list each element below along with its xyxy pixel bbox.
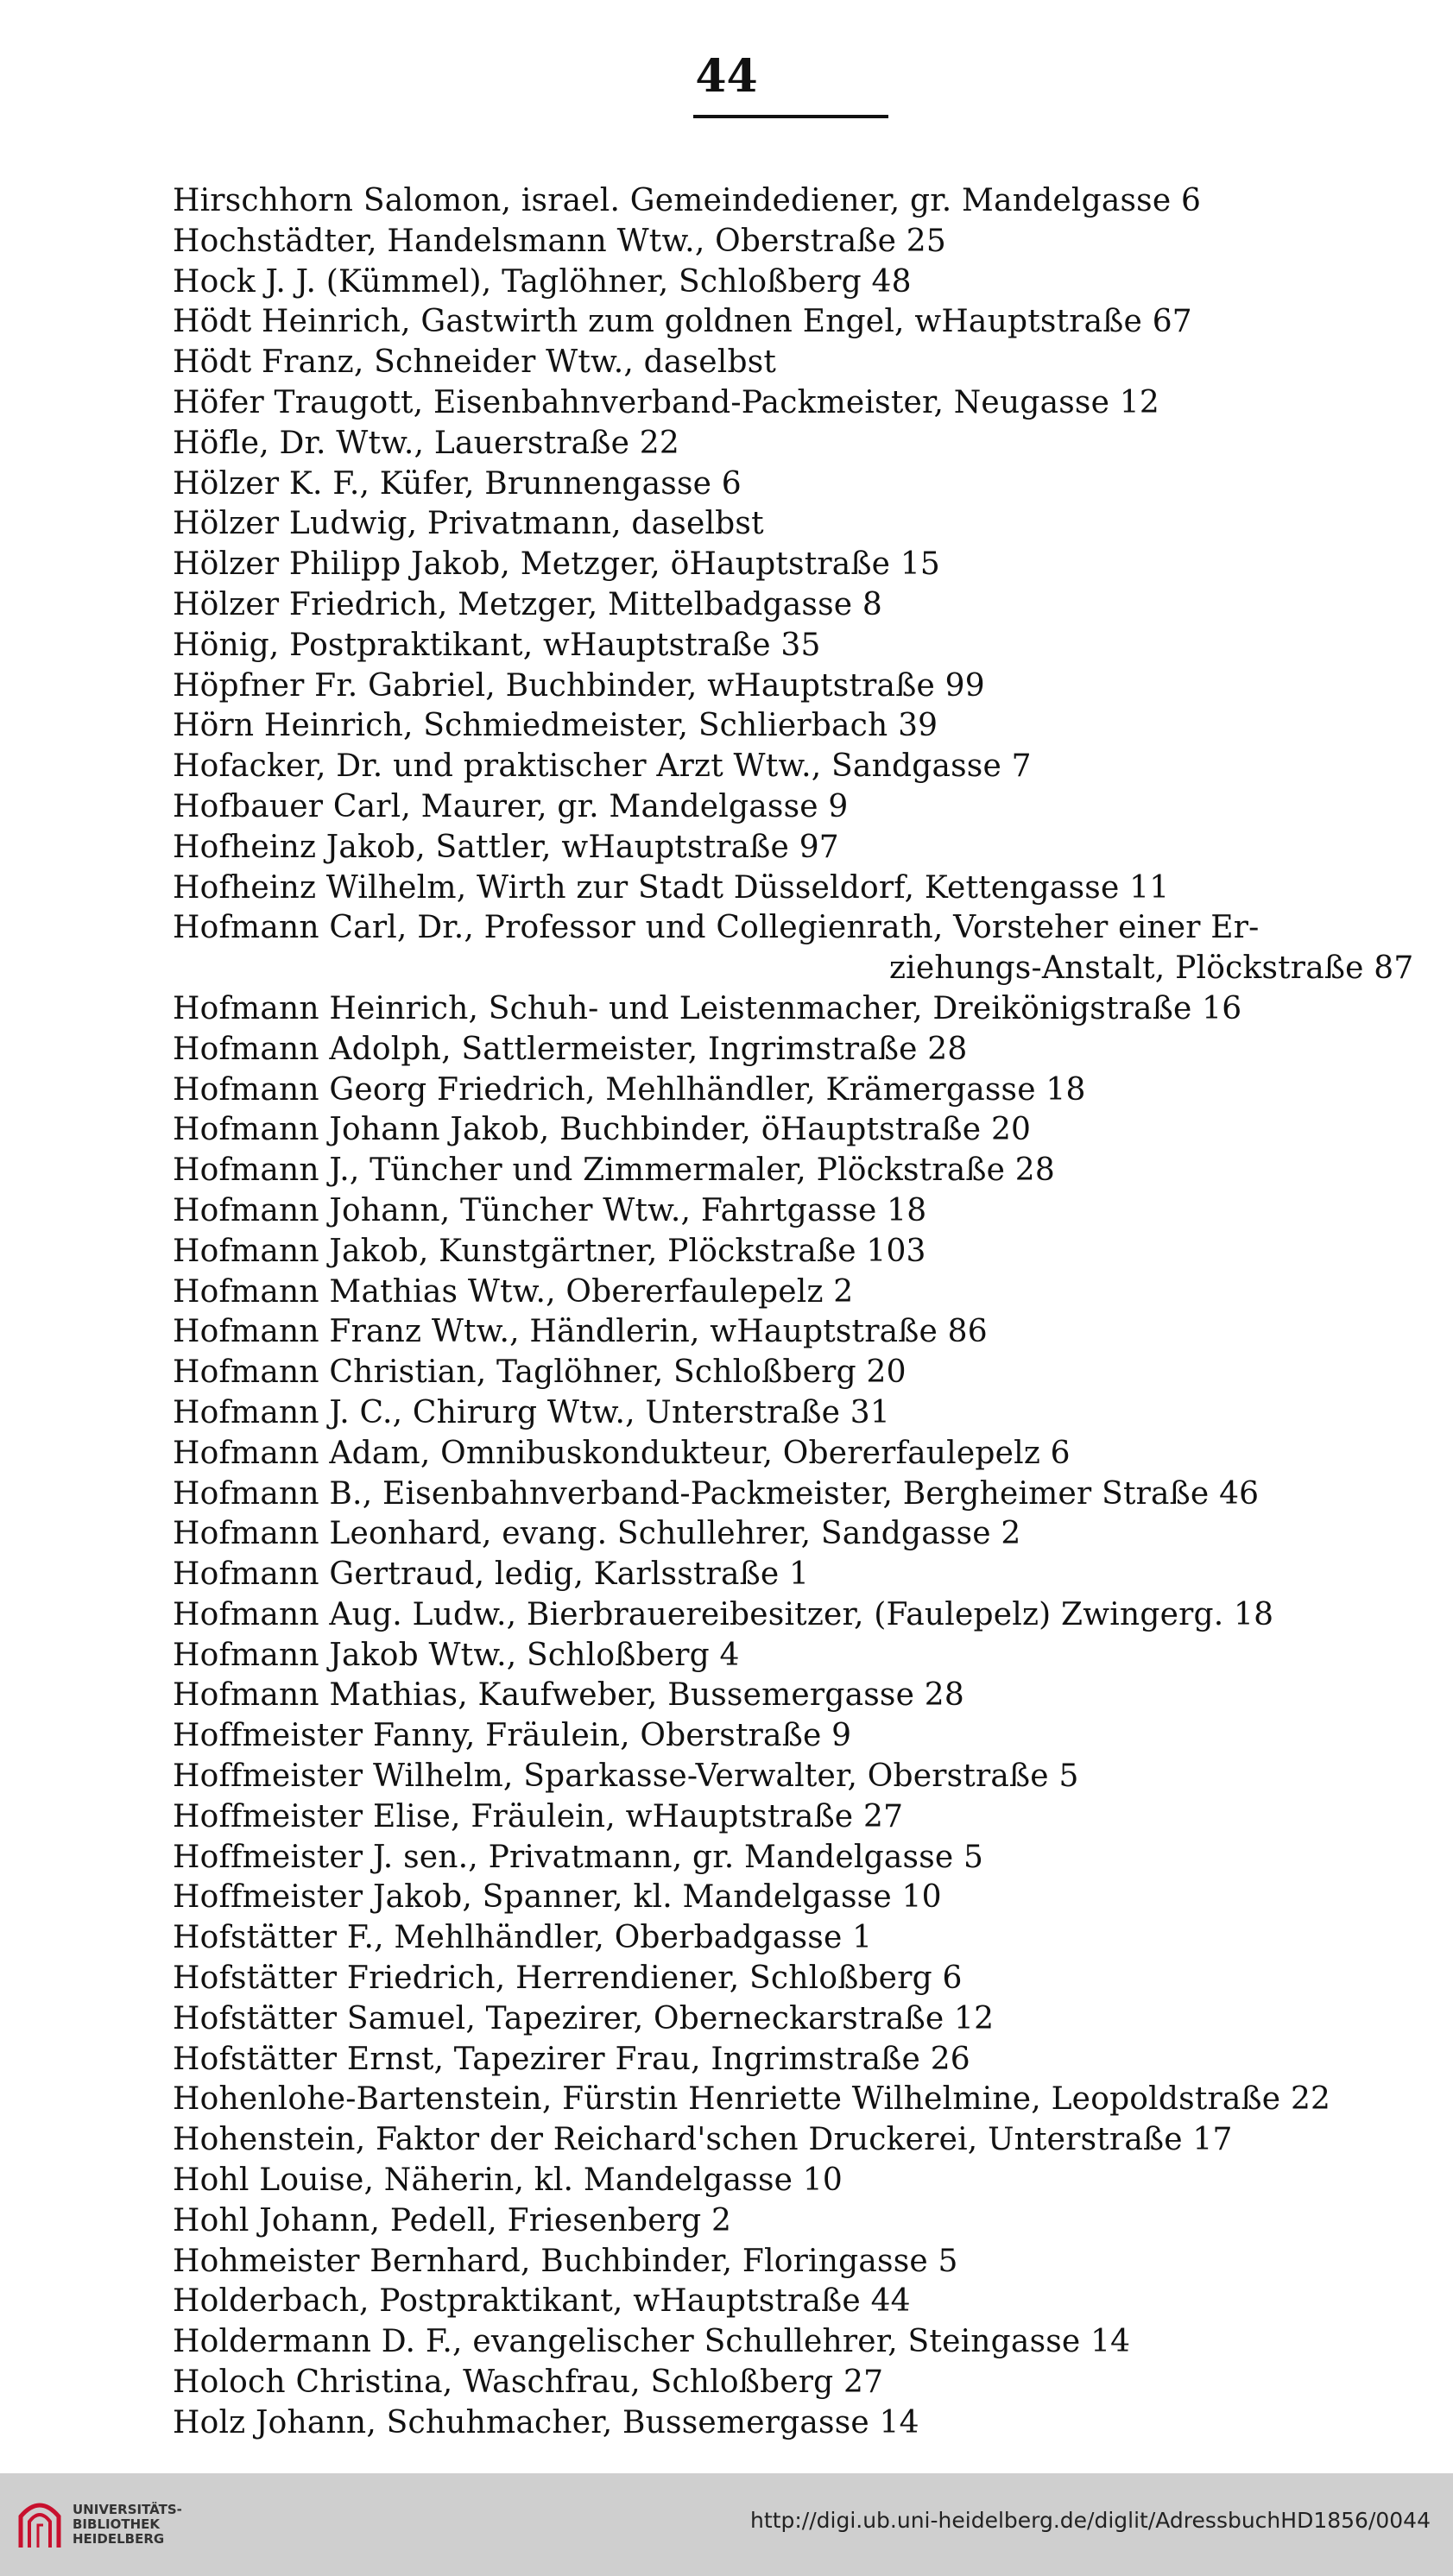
list-item: Hofacker, Dr. und praktischer Arzt Wtw., Sandgasse 7 [173,748,1032,785]
list-item-continuation: ziehungs-Anstalt, Plöckstraße 87 [889,950,1414,987]
list-item: Höpfner Fr. Gabriel, Buchbinder, wHauptstraße 99 [173,667,985,704]
logo-line: UNIVERSITÄTS- [73,2502,182,2517]
logo-line: BIBLIOTHEK [73,2516,160,2532]
list-item: Hofmann Gertraud, ledig, Karlsstraße 1 [173,1556,810,1593]
permalink-url[interactable]: http://digi.ub.uni-heidelberg.de/diglit/AdressbuchHD1856/0044 [750,2508,1431,2533]
list-item: Höfer Traugott, Eisenbahnverband-Packmeister, Neugasse 12 [173,384,1159,420]
list-item: Hofmann Heinrich, Schuh- und Leistenmacher, Dreikönigstraße 16 [173,990,1242,1026]
list-item: Hofmann Mathias, Kaufweber, Bussemergasse 28 [173,1677,964,1714]
viewer-footer [0,2473,1453,2576]
list-item: Hoffmeister J. sen., Privatmann, gr. Mandelgasse 5 [173,1839,984,1875]
list-item: Hofmann Christian, Taglöhner, Schloßberg 20 [173,1354,907,1391]
list-item: Hofheinz Wilhelm, Wirth zur Stadt Düsseldorf, Kettengasse 11 [173,869,1170,906]
list-item: Hoffmeister Jakob, Spanner, kl. Mandelgasse 10 [173,1879,942,1916]
list-item: Hofstätter Ernst, Tapezirer Frau, Ingrimstraße 26 [173,2041,970,2077]
logo-line: HEIDELBERG [73,2531,165,2547]
list-item: Hohl Johann, Pedell, Friesenberg 2 [173,2202,732,2238]
list-item: Hofmann J., Tüncher und Zimmermaler, Plöckstraße 28 [173,1152,1055,1189]
list-item: Hölzer Ludwig, Privatmann, daselbst [173,506,764,542]
list-item: Hofstätter Friedrich, Herrendiener, Schloßberg 6 [173,1960,963,1997]
list-item: Hofmann J. C., Chirurg Wtw., Unterstraße 31 [173,1394,890,1430]
list-item: Hölzer K. F., Küfer, Brunnengasse 6 [173,465,742,502]
list-item: Hofmann Jakob Wtw., Schloßberg 4 [173,1637,740,1673]
list-item: Hirschhorn Salomon, israel. Gemeindediener, gr. Mandelgasse 6 [173,183,1202,218]
address-list [173,181,1414,2444]
list-item: Hönig, Postpraktikant, wHauptstraße 35 [173,627,821,663]
library-logo-icon [17,2499,62,2551]
list-item: Hohl Louise, Näherin, kl. Mandelgasse 10 [173,2162,843,2199]
list-item: Hofmann Leonhard, evang. Schullehrer, Sandgasse 2 [173,1516,1021,1552]
list-item: Hohmeister Bernhard, Buchbinder, Floringasse 5 [173,2243,958,2279]
list-item: Hofmann Jakob, Kunstgärtner, Plöckstraße 103 [173,1233,926,1269]
list-item: Hochstädter, Handelsmann Wtw., Oberstraße 25 [173,223,947,259]
list-item: Hofmann B., Eisenbahnverband-Packmeister, Bergheimer Straße 46 [173,1475,1260,1512]
list-item: Hofmann Johann, Tüncher Wtw., Fahrtgasse 18 [173,1192,927,1228]
list-item: Hödt Heinrich, Gastwirth zum goldnen Engel, wHauptstraße 67 [173,304,1192,340]
list-item: Hörn Heinrich, Schmiedmeister, Schlierbach 39 [173,708,938,744]
list-item: Hofmann Franz Wtw., Händlerin, wHauptstraße 86 [173,1314,988,1350]
library-logo[interactable] [17,2492,190,2558]
list-item: Hoffmeister Elise, Fräulein, wHauptstraße 27 [173,1798,904,1834]
list-item: Hofmann Mathias Wtw., Obererfaulepelz 2 [173,1273,854,1310]
list-item: Hofheinz Jakob, Sattler, wHauptstraße 97 [173,829,839,865]
list-item: Hoffmeister Fanny, Fräulein, Oberstraße 9 [173,1718,852,1754]
list-item: Hohenlohe-Bartenstein, Fürstin Henriette Wilhelmine, Leopoldstraße 22 [173,2081,1331,2118]
list-item: Hofmann Adolph, Sattlermeister, Ingrimstraße 28 [173,1031,968,1067]
list-item: Hofmann Adam, Omnibuskondukteur, Obererfaulepelz 6 [173,1435,1071,1471]
header-rule [693,115,888,118]
list-item: Hohenstein, Faktor der Reichard'schen Druckerei, Unterstraße 17 [173,2122,1233,2158]
page-number: 44 [695,50,758,103]
list-item: Hölzer Philipp Jakob, Metzger, öHauptstraße 15 [173,546,941,583]
library-logo-text [73,2503,182,2547]
list-item: Hofmann Georg Friedrich, Mehlhändler, Krämergasse 18 [173,1071,1086,1108]
list-item: Hock J. J. (Kümmel), Taglöhner, Schloßberg 48 [173,263,912,300]
list-item: Hödt Franz, Schneider Wtw., daselbst [173,344,777,381]
list-item: Hofmann Johann Jakob, Buchbinder, öHauptstraße 20 [173,1112,1032,1148]
list-item: Holdermann D. F., evangelischer Schullehrer, Steingasse 14 [173,2324,1131,2360]
list-item: Holderbach, Postpraktikant, wHauptstraße 44 [173,2283,911,2320]
list-item: Hoffmeister Wilhelm, Sparkasse-Verwalter, Oberstraße 5 [173,1758,1079,1795]
list-item: Holz Johann, Schuhmacher, Bussemergasse 14 [173,2404,919,2440]
list-item: Höfle, Dr. Wtw., Lauerstraße 22 [173,425,679,461]
list-item: Holoch Christina, Waschfrau, Schloßberg 27 [173,2364,884,2401]
list-item: Hofstätter Samuel, Tapezirer, Oberneckarstraße 12 [173,2000,995,2036]
list-item: Hofbauer Carl, Maurer, gr. Mandelgasse 9 [173,788,849,824]
list-item: Hölzer Friedrich, Metzger, Mittelbadgasse 8 [173,586,882,622]
list-item: Hofmann Carl, Dr., Professor und Collegienrath, Vorsteher einer Er- [173,910,1260,946]
list-item: Hofmann Aug. Ludw., Bierbrauereibesitzer, (Faulepelz) Zwingerg. 18 [173,1596,1274,1632]
list-item: Hofstätter F., Mehlhändler, Oberbadgasse 1 [173,1920,873,1956]
